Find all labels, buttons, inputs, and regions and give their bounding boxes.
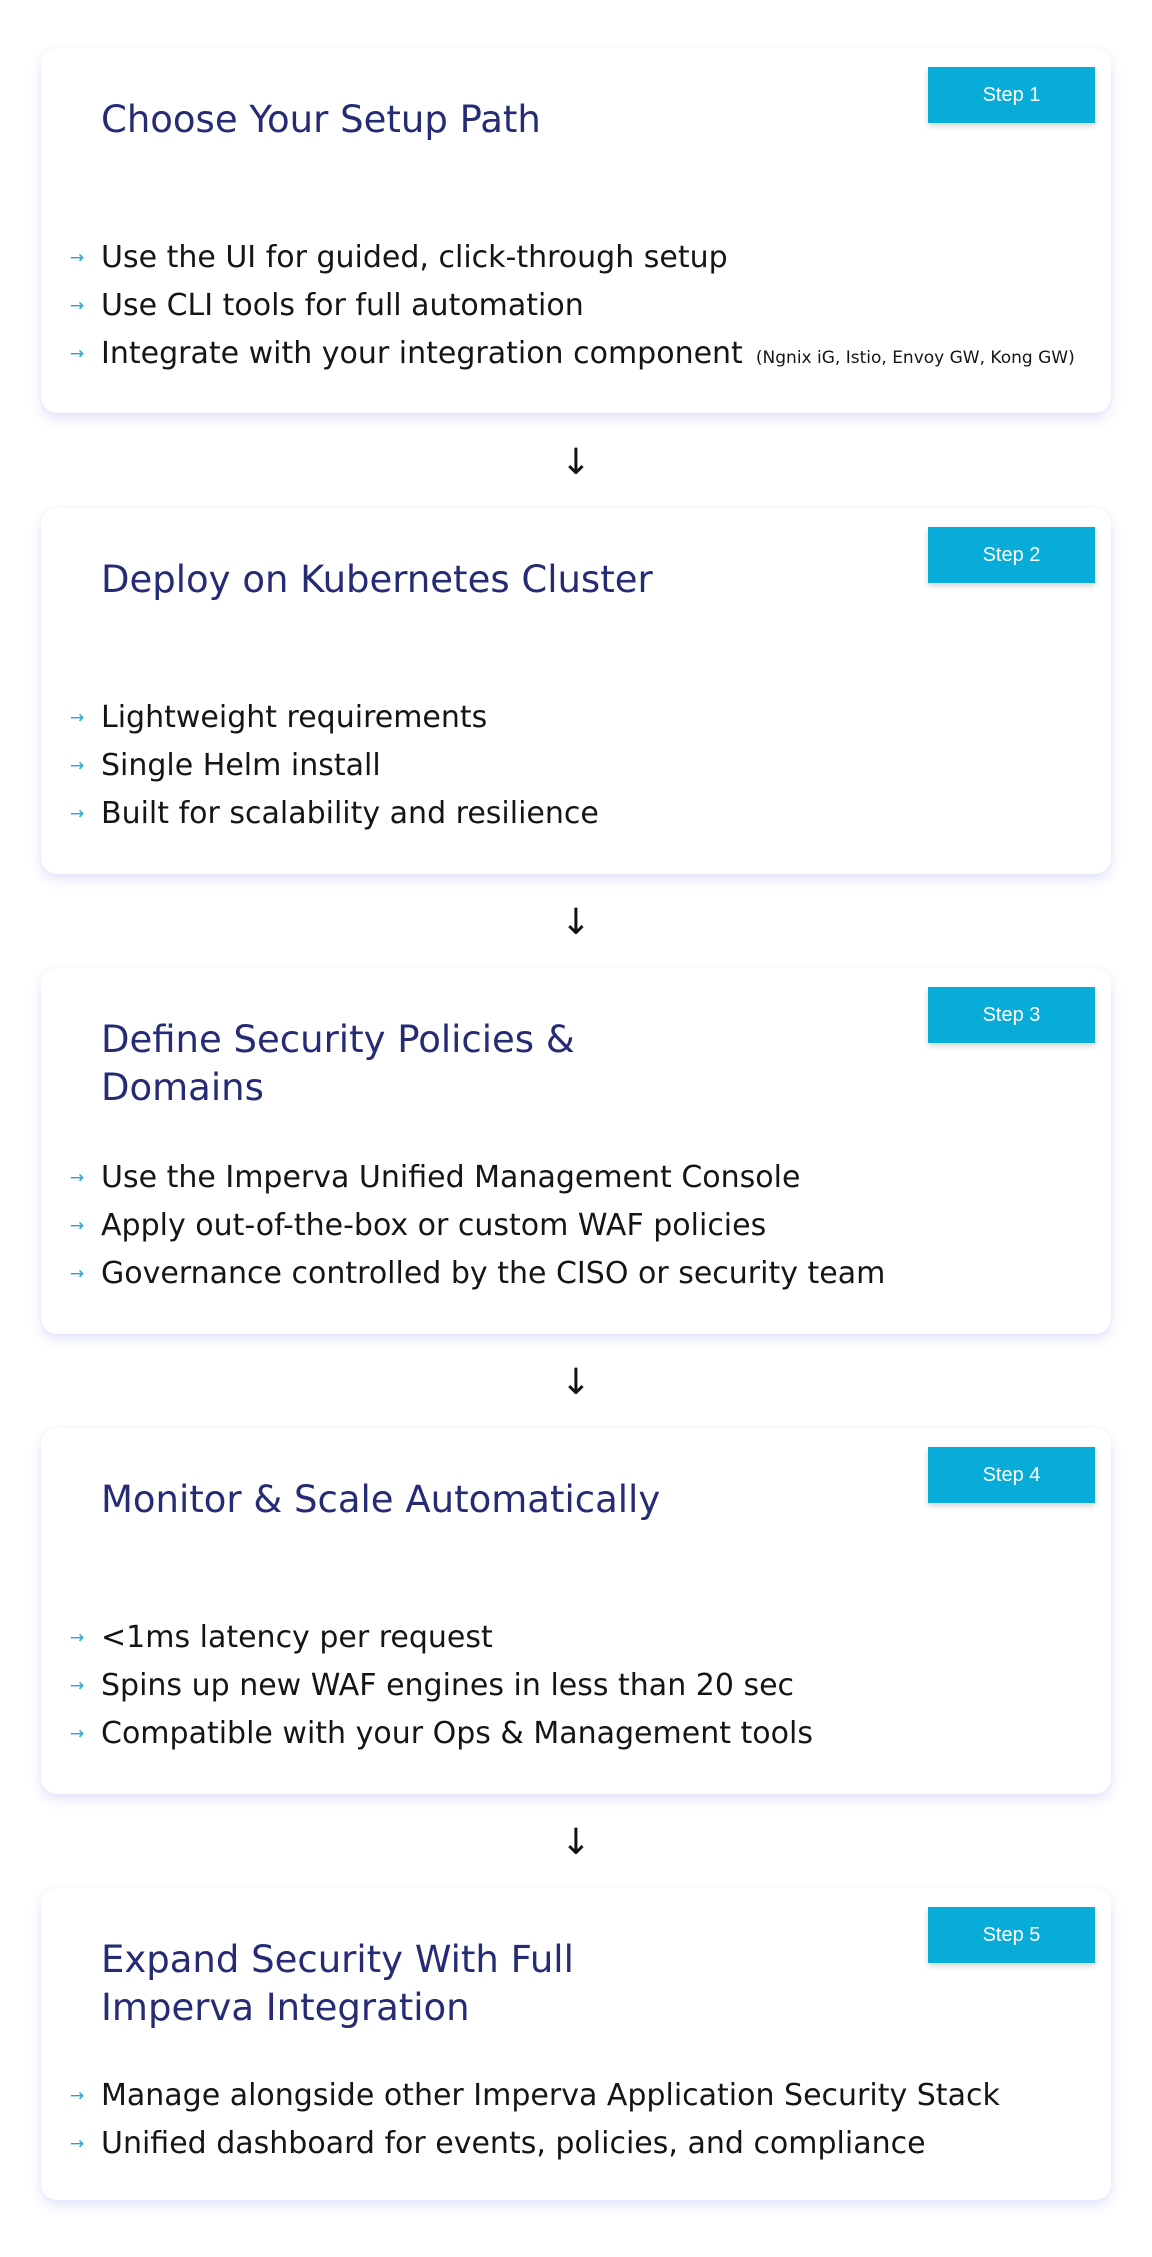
- list-item: [41, 1710, 1111, 1758]
- bullet-text: Integrate with your integration component: [101, 336, 743, 371]
- arrow-right-icon: →: [69, 1676, 85, 1696]
- step-bullets-5: [41, 2072, 1111, 2168]
- step-bullets-2: [41, 694, 1111, 838]
- arrow-right-icon: →: [69, 344, 85, 364]
- list-item: [41, 1250, 1111, 1298]
- step-bullets-1: [41, 234, 1111, 378]
- arrow-right-icon: →: [69, 1264, 85, 1284]
- bullet-text: Unified dashboard for events, policies, and compliance: [101, 2126, 926, 2161]
- list-item: [41, 234, 1111, 282]
- list-item: [41, 2072, 1111, 2120]
- bullet-text: Use the UI for guided, click-through setup: [101, 240, 728, 275]
- arrow-down-icon: ↓: [560, 902, 592, 943]
- step-badge-4[interactable]: Step 4: [928, 1447, 1095, 1503]
- step-card-2: [41, 508, 1111, 874]
- list-item: [41, 2120, 1111, 2168]
- arrow-right-icon: →: [69, 296, 85, 316]
- bullet-text: Spins up new WAF engines in less than 20 sec: [101, 1668, 795, 1703]
- list-item: [41, 742, 1111, 790]
- step-title-1: Choose Your Setup Path: [101, 98, 541, 141]
- arrow-right-icon: →: [69, 804, 85, 824]
- bullet-text: Single Helm install: [101, 748, 381, 783]
- bullet-text: Manage alongside other Imperva Application Security Stack: [101, 2078, 1000, 2113]
- arrow-right-icon: →: [69, 1216, 85, 1236]
- step-bullets-3: [41, 1154, 1111, 1298]
- arrow-right-icon: →: [69, 756, 85, 776]
- integration-components-note: (Ngnix iG, Istio, Envoy GW, Kong GW): [755, 348, 1075, 368]
- bullet-text: Use CLI tools for full automation: [101, 288, 584, 323]
- bullet-text: Built for scalability and resilience: [101, 796, 599, 831]
- arrow-right-icon: →: [69, 1168, 85, 1188]
- step-card-5: [41, 1888, 1111, 2200]
- bullet-text: <1ms latency per request: [101, 1620, 493, 1655]
- step-card-4: [41, 1428, 1111, 1794]
- arrow-right-icon: →: [69, 708, 85, 728]
- step-badge-5[interactable]: Step 5: [928, 1907, 1095, 1963]
- list-item: [41, 282, 1111, 330]
- arrow-right-icon: →: [69, 1724, 85, 1744]
- bullet-text: Apply out-of-the-box or custom WAF policies: [101, 1208, 767, 1243]
- step-title-5: Expand Security With Full Imperva Integration: [101, 1938, 574, 2029]
- list-item: [41, 1154, 1111, 1202]
- step-badge-2[interactable]: Step 2: [928, 527, 1095, 583]
- list-item: [41, 790, 1111, 838]
- step-card-3: [41, 968, 1111, 1334]
- list-item: [41, 330, 1111, 378]
- step-title-3: Define Security Policies & Domains: [101, 1018, 575, 1109]
- list-item: [41, 1202, 1111, 1250]
- arrow-right-icon: →: [69, 248, 85, 268]
- arrow-right-icon: →: [69, 2086, 85, 2106]
- arrow-down-icon: ↓: [560, 1822, 592, 1863]
- arrow-right-icon: →: [69, 1628, 85, 1648]
- step-title-4: Monitor & Scale Automatically: [101, 1478, 661, 1521]
- list-item: [41, 694, 1111, 742]
- list-item: [41, 1614, 1111, 1662]
- bullet-text: Governance controlled by the CISO or security team: [101, 1256, 886, 1291]
- step-bullets-4: [41, 1614, 1111, 1758]
- step-badge-3[interactable]: Step 3: [928, 987, 1095, 1043]
- step-title-2: Deploy on Kubernetes Cluster: [101, 558, 653, 601]
- arrow-down-icon: ↓: [560, 1362, 592, 1403]
- step-badge-1[interactable]: Step 1: [928, 67, 1095, 123]
- bullet-text: Lightweight requirements: [101, 700, 488, 735]
- bullet-text: Use the Imperva Unified Management Console: [101, 1160, 801, 1195]
- step-card-1: [41, 48, 1111, 413]
- list-item: [41, 1662, 1111, 1710]
- bullet-text: Compatible with your Ops & Management tools: [101, 1716, 813, 1751]
- arrow-down-icon: ↓: [560, 442, 592, 483]
- arrow-right-icon: →: [69, 2134, 85, 2154]
